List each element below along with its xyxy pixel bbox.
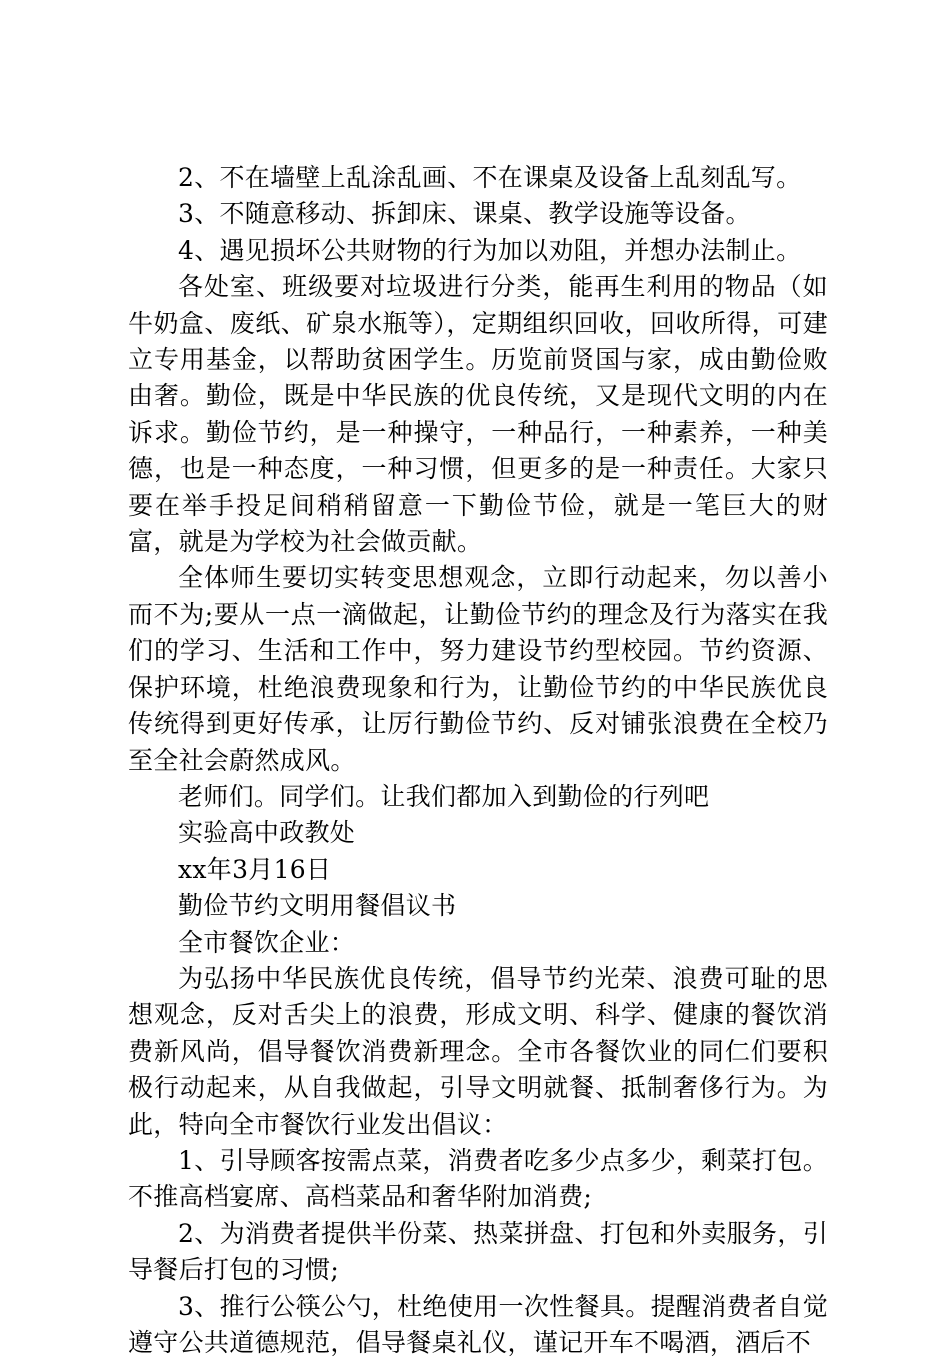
- rule-item-4: 4、遇见损坏公共财物的行为加以劝阻，并想办法制止。: [178, 235, 802, 265]
- section-title: 勤俭节约文明用餐倡议书: [178, 891, 457, 921]
- signature-date: xx年3月16日: [178, 854, 332, 884]
- closing-call: 老师们。同学们。让我们都加入到勤俭的行列吧: [178, 781, 710, 811]
- salutation: 全市餐饮企业：: [178, 927, 356, 957]
- rule-item-3: 3、不随意移动、拆卸床、课桌、教学设施等设备。: [178, 199, 751, 229]
- action-paragraph: 全体师生要切实转变思想观念，立即行动起来，勿以善小而不为;要从一点一滴做起，让勤俭节约的理念及行为落实在我们的学习、生活和工作中，努力建设节约型校园。节约资源、保护环境，杜绝浪费现象和行为，让勤俭节约的中华民族优良传统得到更好传承，让厉行勤俭节约、反对铺张浪费在全校乃至全社会蔚然成风。: [128, 563, 828, 775]
- signature-department: 实验高中政教处: [178, 818, 356, 848]
- recycling-paragraph: 各处室、班级要对垃圾进行分类，能再生利用的物品（如牛奶盒、废纸、矿泉水瓶等），定期组织回收，回收所得，可建立专用基金，以帮助贫困学生。历览前贤国与家，成由勤俭败由奢。勤俭，既是中华民族的优良传统，又是现代文明的内在诉求。勤俭节约，是一种操守，一种品行，一种素养，一种美德，也是一种态度，一种习惯，但更多的是一种责任。大家只要在举手投足间稍稍留意一下勤俭节俭，就是一笔巨大的财富，就是为学校为社会做贡献。: [128, 272, 828, 557]
- proposal-item-1: 1、引导顾客按需点菜，消费者吃多少点多少，剩菜打包。不推高档宴席、高档菜品和奢华附加消费;: [128, 1145, 828, 1212]
- proposal-item-3: 3、推行公筷公勺，杜绝使用一次性餐具。提醒消费者自觉遵守公共道德规范，倡导餐桌礼仪，谨记开车不喝酒，酒后不: [128, 1291, 828, 1357]
- proposal-item-2: 2、为消费者提供半份菜、热菜拼盘、打包和外卖服务，引导餐后打包的习惯;: [128, 1218, 828, 1285]
- rule-item-2: 2、不在墙壁上乱涂乱画、不在课桌及设备上乱刻乱写。: [178, 163, 802, 192]
- document-body: [128, 160, 828, 1361]
- intro-paragraph: 为弘扬中华民族优良传统，倡导节约光荣、浪费可耻的思想观念，反对舌尖上的浪费，形成文明、科学、健康的餐饮消费新风尚，倡导餐饮消费新理念。全市各餐饮业的同仁们要积极行动起来，从自我做起，引导文明就餐、抵制奢侈行为。为此，特向全市餐饮行业发出倡议：: [128, 963, 828, 1139]
